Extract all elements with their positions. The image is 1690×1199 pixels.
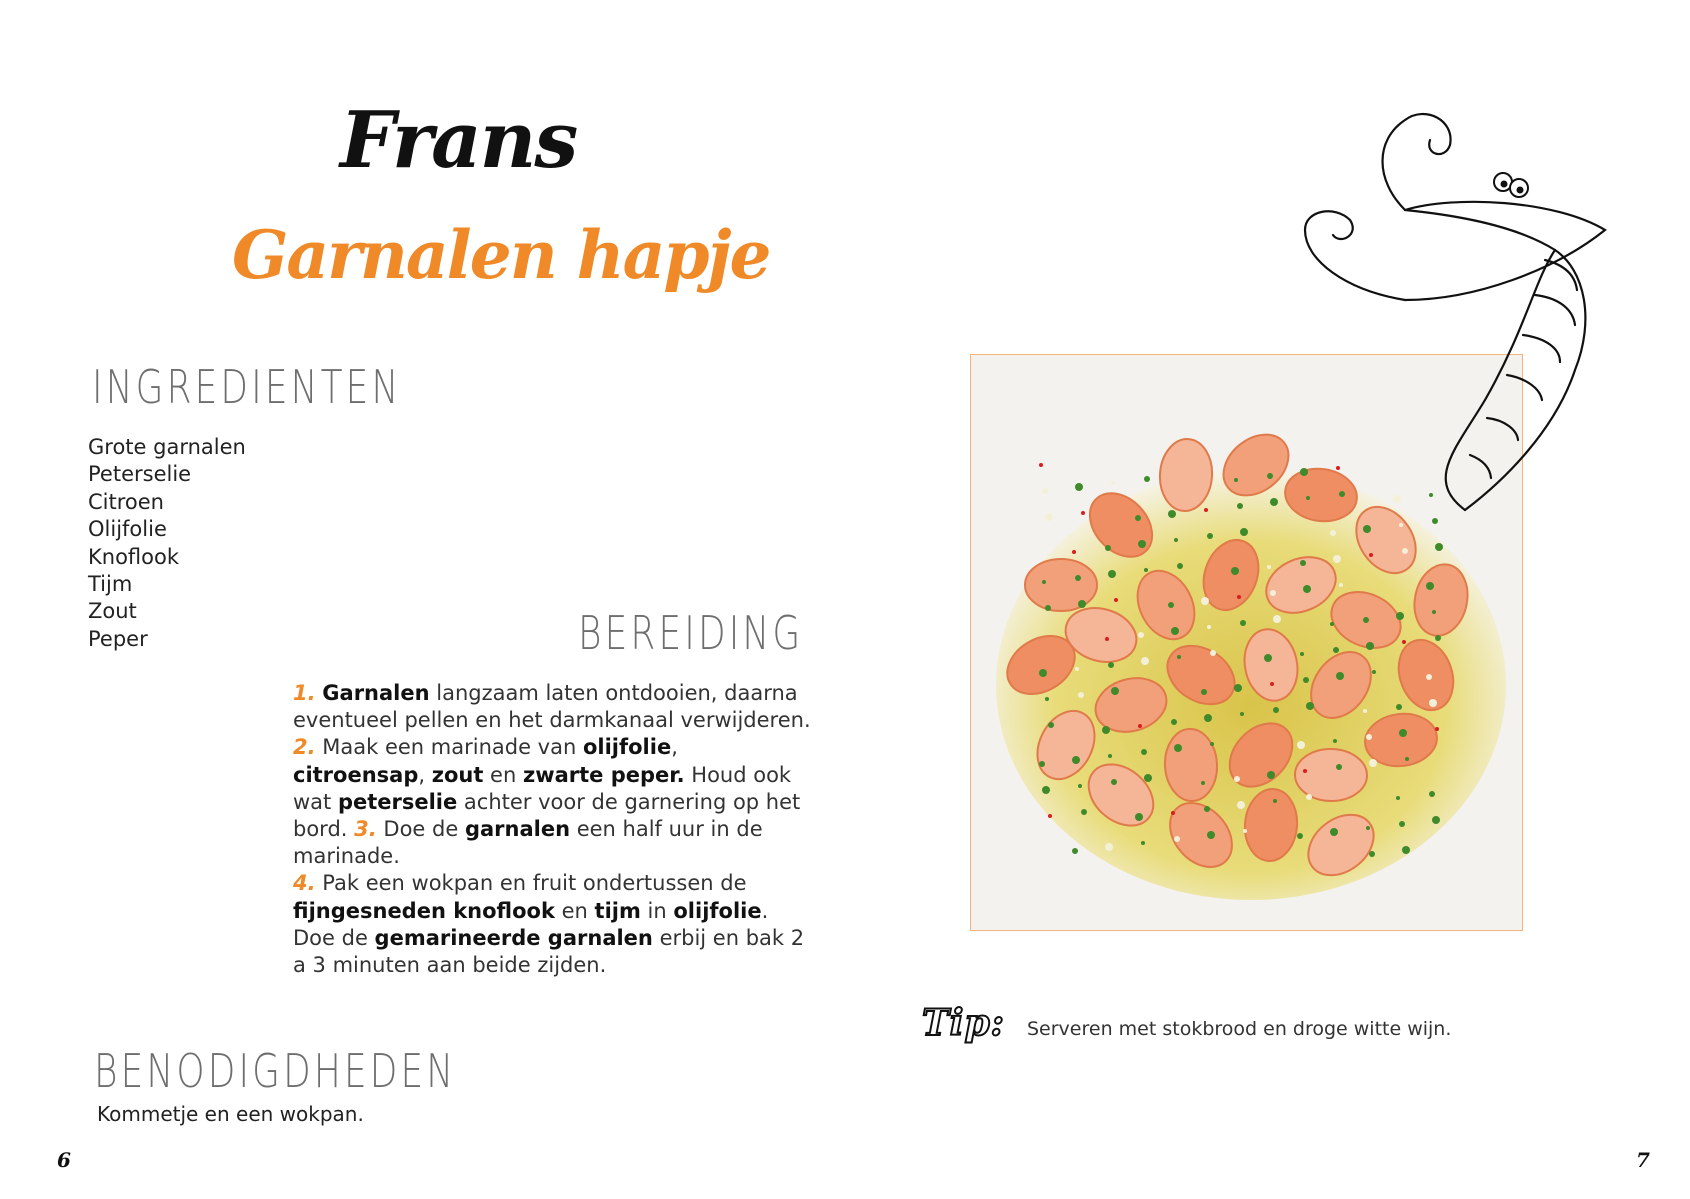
step-text: een half uur in de marinade. <box>293 817 763 869</box>
step-bold-text: olijfolie <box>582 735 672 760</box>
step-text: en <box>483 762 523 787</box>
ingredient-list <box>88 434 246 653</box>
ingredient-item: Tijm <box>88 572 133 597</box>
step-number: 3. <box>354 817 377 842</box>
shrimp-drawing-icon <box>1255 100 1635 520</box>
step-bold-text: zwarte peper. <box>522 762 685 787</box>
page-number-right: 7 <box>1636 1148 1650 1172</box>
step-text: achter voor de garnering op het bord. <box>293 789 801 842</box>
step-text: Houd ook wat <box>293 762 792 814</box>
step-bold-text: olijfolie <box>673 898 762 923</box>
equipment-heading: BENODIGDHEDEN <box>94 1044 457 1098</box>
ingredients-heading: INGREDIENTEN <box>92 360 402 414</box>
ingredient-item: Olijfolie <box>88 517 167 542</box>
tip-text: Serveren met stokbrood en droge witte wijn. <box>1027 1018 1452 1040</box>
preparation-heading: BEREIDING <box>578 606 804 660</box>
step-number: 1. <box>293 681 316 705</box>
step-text: langzaam laten ontdooien, daarna eventueel pellen en het darmkanaal verwijderen. <box>293 681 811 733</box>
ingredient-item: Grote garnalen <box>88 435 246 459</box>
step-number: 2. <box>293 735 316 760</box>
step-text: erbij en bak 2 a 3 minuten aan beide zijden. <box>293 925 805 978</box>
step-text: . Doe de <box>293 898 769 950</box>
ingredient-item: Knoflook <box>88 544 180 569</box>
step-text: Maak een marinade van <box>315 735 583 760</box>
equipment-text: Kommetje en een wokpan. <box>97 1102 364 1126</box>
preparation-text <box>293 680 813 979</box>
step-text: Pak een wokpan en fruit ondertussen de <box>315 871 747 896</box>
ingredient-item: Citroen <box>88 489 164 514</box>
recipe-title-country: Frans <box>340 95 577 186</box>
step-bold-text: fijngesneden knoflook <box>293 898 555 923</box>
step-text: , <box>671 735 678 760</box>
step-bold-text: gemarineerde garnalen <box>374 925 653 950</box>
step-text: Doe de <box>376 817 465 842</box>
ingredient-item: Peterselie <box>88 462 192 487</box>
step-text: en <box>554 898 595 923</box>
step-bold-text: Garnalen <box>322 681 430 705</box>
ingredient-item: Zout <box>88 599 137 624</box>
step-bold-text: tijm <box>594 898 641 923</box>
step-bold-text: citroensap <box>293 762 419 787</box>
step-bold-text: peterselie <box>337 789 458 814</box>
step-bold-text: zout <box>431 762 484 787</box>
step-bold-text: garnalen <box>464 817 571 842</box>
page-number-left: 6 <box>57 1148 71 1172</box>
step-text: in <box>640 898 674 923</box>
ingredient-item: Peper <box>88 626 148 651</box>
step-text: , <box>418 762 432 787</box>
tip-label: Tip: <box>922 1002 1005 1044</box>
recipe-title-dish: Garnalen hapje <box>232 216 770 294</box>
step-number: 4. <box>293 871 316 896</box>
